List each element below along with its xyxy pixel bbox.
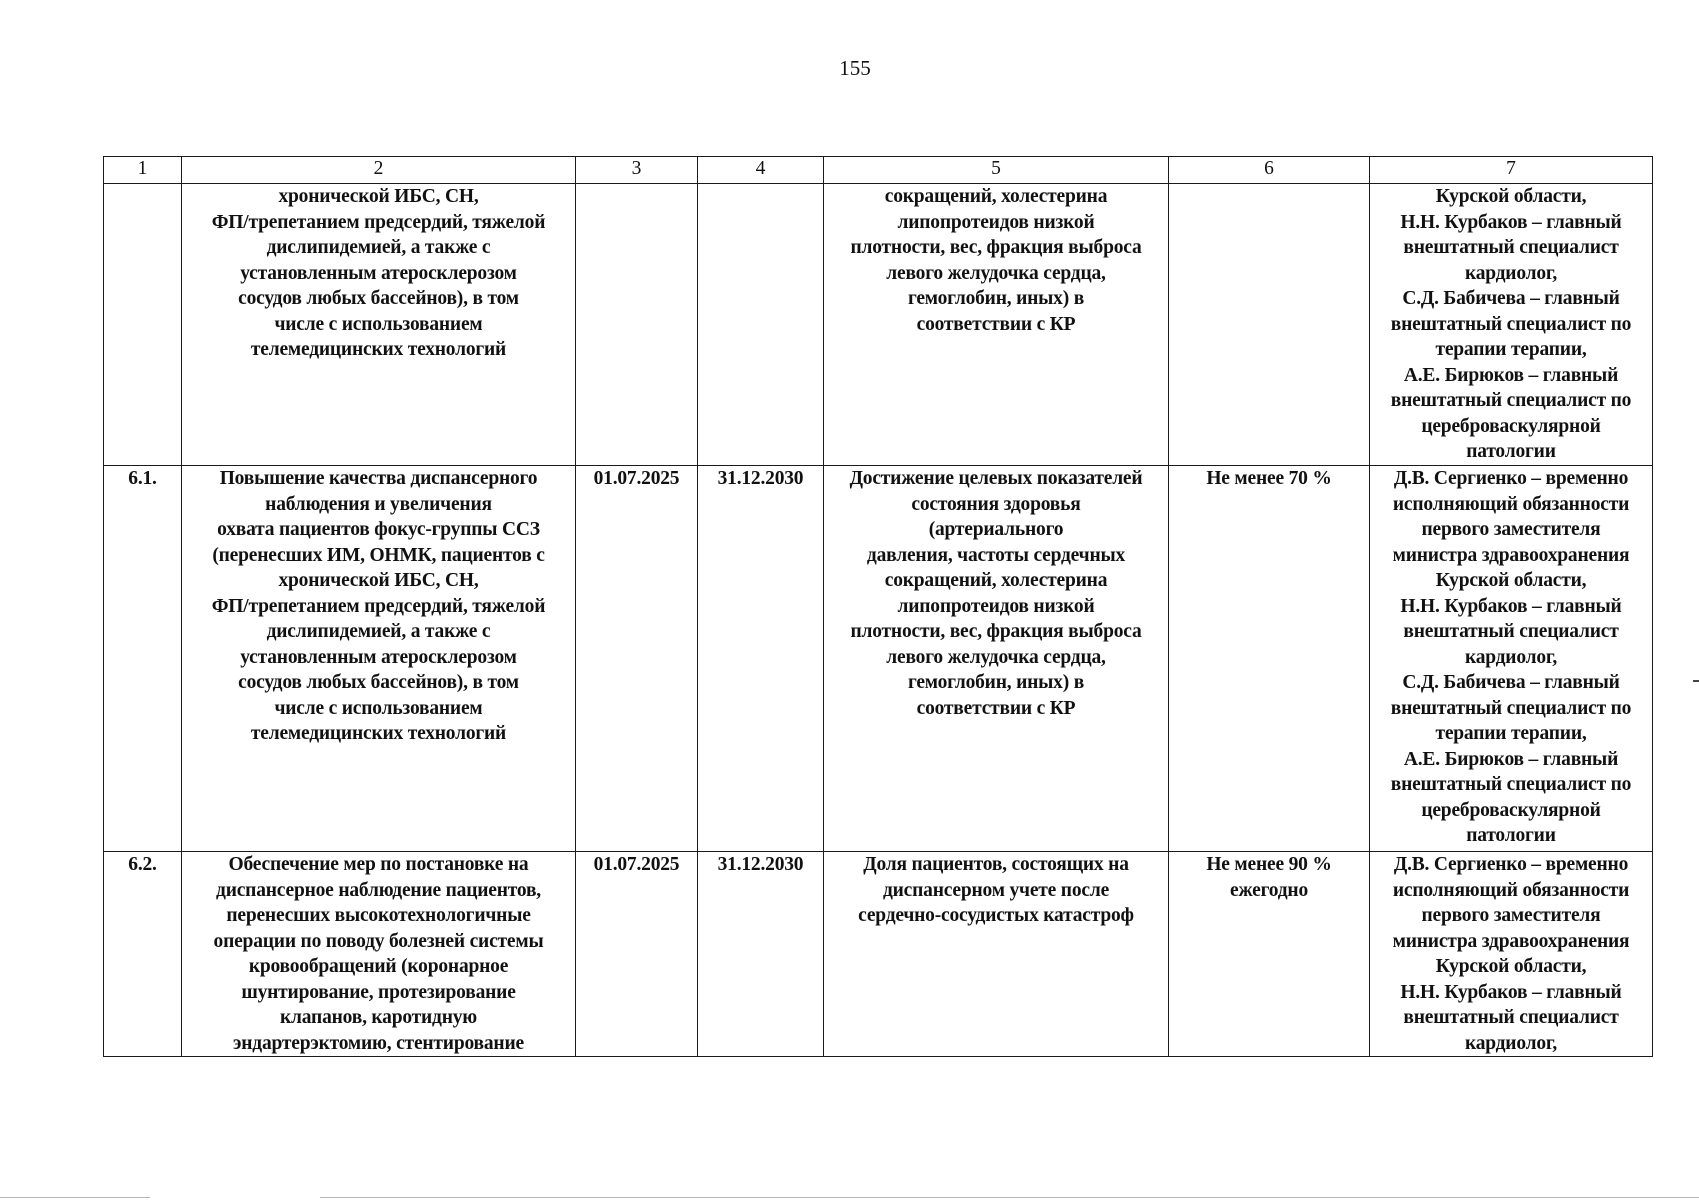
table-row xyxy=(104,466,1653,852)
column-header: 4 xyxy=(698,157,824,184)
end-date-cell: 31.12.2030 xyxy=(698,852,824,1057)
end-date-cell xyxy=(698,184,824,466)
result-cell: сокращений, холестерина липопротеидов низкой плотности, вес, фракция выброса левого желудочка сердца, гемоглобин, иных) в соответствии с КР xyxy=(824,184,1169,466)
scan-edge-mark xyxy=(1693,680,1699,682)
column-header: 1 xyxy=(104,157,182,184)
target-cell: Не менее 70 % xyxy=(1169,466,1370,852)
column-header: 5 xyxy=(824,157,1169,184)
column-header: 2 xyxy=(182,157,576,184)
table-row xyxy=(104,184,1653,466)
responsible-cell: Курской области, Н.Н. Курбаков – главный внештатный специалист кардиолог, С.Д. Бабичева – главный внештатный специалист по терапии терапии, А.Е. Бирюков – главный внештатный специалист по цереброваскулярной патологии xyxy=(1370,184,1653,466)
responsible-cell: Д.В. Сергиенко – временно исполняющий обязанности первого заместителя министра здравоохранения Курской области, Н.Н. Курбаков – главный внештатный специалист кардиолог, С.Д. Бабичева – главный внештатный специалист по терапии терапии, А.Е. Бирюков – главный внештатный специалист по цереброваскулярной патологии xyxy=(1370,466,1653,852)
responsible-cell: Д.В. Сергиенко – временно исполняющий обязанности первого заместителя министра здравоохранения Курской области, Н.Н. Курбаков – главный внештатный специалист кардиолог, xyxy=(1370,852,1653,1057)
result-cell: Доля пациентов, состоящих на диспансерном учете после сердечно-сосудистых катастроф xyxy=(824,852,1169,1057)
scan-artifact-line xyxy=(0,1197,150,1198)
activity-cell: Повышение качества диспансерного наблюдения и увеличения охвата пациентов фокус-группы ССЗ (перенесших ИМ, ОНМК, пациентов с хронической ИБС, СН, ФП/трепетанием предсердий, тяжелой дислипидемией, а также с установленным атеросклерозом сосудов любых бассейнов), в том числе с использованием телемедицинских технологий xyxy=(182,466,576,852)
table-row xyxy=(104,852,1653,1057)
target-cell: Не менее 90 % ежегодно xyxy=(1169,852,1370,1057)
end-date-cell: 31.12.2030 xyxy=(698,466,824,852)
page-number: 155 xyxy=(839,56,871,80)
measures-table xyxy=(103,156,1653,1057)
scan-artifact-line xyxy=(320,1197,1699,1198)
row-number-cell xyxy=(104,184,182,466)
start-date-cell: 01.07.2025 xyxy=(576,466,698,852)
activity-cell: Обеспечение мер по постановке на диспансерное наблюдение пациентов, перенесших высокотехнологичные операции по поводу болезней системы кровообращений (коронарное шунтирование, протезирование клапанов, каротидную эндартерэктомию, стентирование xyxy=(182,852,576,1057)
target-cell xyxy=(1169,184,1370,466)
header-row xyxy=(104,157,1653,184)
row-number-cell: 6.1. xyxy=(104,466,182,852)
start-date-cell xyxy=(576,184,698,466)
row-number-cell: 6.2. xyxy=(104,852,182,1057)
column-header: 7 xyxy=(1370,157,1653,184)
activity-cell: хронической ИБС, СН, ФП/трепетанием предсердий, тяжелой дислипидемией, а также с установленным атеросклерозом сосудов любых бассейнов), в том числе с использованием телемедицинских технологий xyxy=(182,184,576,466)
result-cell: Достижение целевых показателей состояния здоровья (артериального давления, частоты сердечных сокращений, холестерина липопротеидов низкой плотности, вес, фракция выброса левого желудочка сердца, гемоглобин, иных) в соответствии с КР xyxy=(824,466,1169,852)
column-header: 6 xyxy=(1169,157,1370,184)
column-header: 3 xyxy=(576,157,698,184)
start-date-cell: 01.07.2025 xyxy=(576,852,698,1057)
